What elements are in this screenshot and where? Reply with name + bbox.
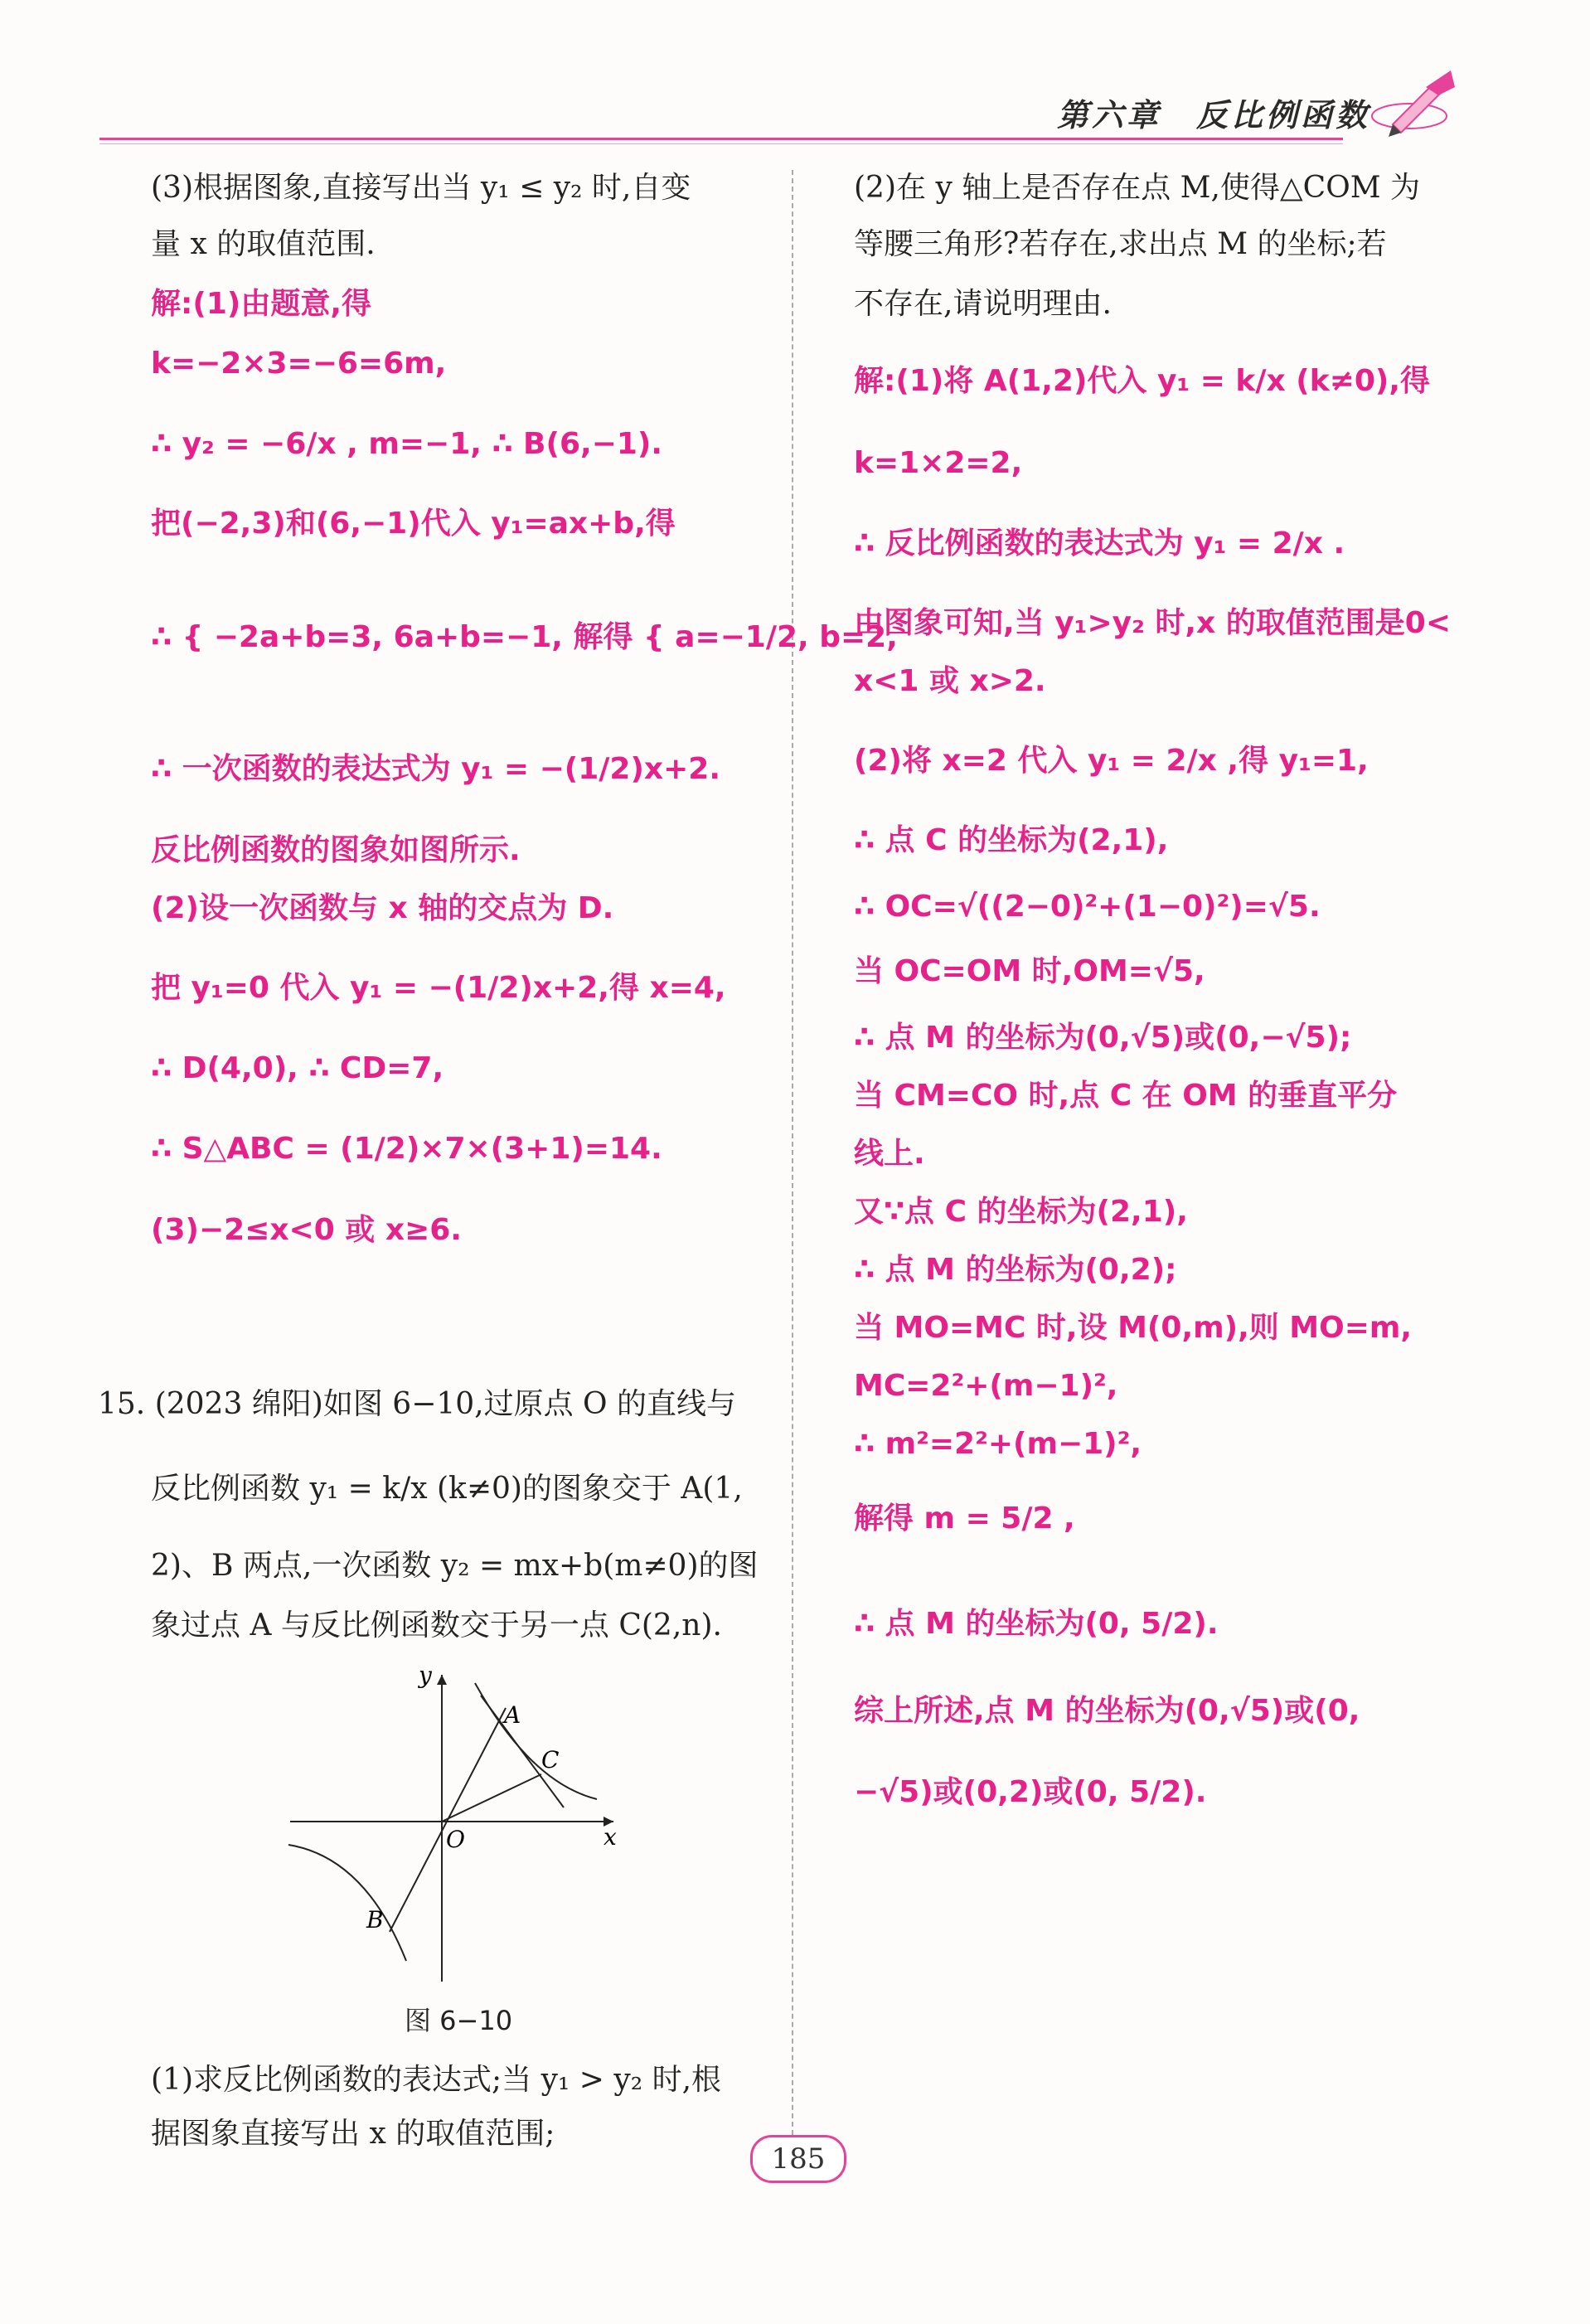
answer-line: ∴ 点 M 的坐标为(0,√5)或(0,−√5); (854, 1021, 1352, 1055)
answer-line: 又∵点 C 的坐标为(2,1), (854, 1195, 1188, 1229)
q3-line-1: (3)根据图象,直接写出当 y₁ ≤ y₂ 时,自变 (151, 171, 691, 205)
page-header (0, 0, 1590, 158)
answer-line: 把(−2,3)和(6,−1)代入 y₁=ax+b,得 (151, 507, 676, 541)
q2-line-3: 不存在,请说明理由. (854, 287, 1112, 321)
answer-line: k=1×2=2, (854, 446, 1023, 480)
answer-line: ∴ 反比例函数的表达式为 y₁ = 2/x . (854, 526, 1345, 560)
answer-line: 当 OC=OM 时,OM=√5, (854, 954, 1205, 988)
point-b-label: B (366, 1906, 384, 1933)
q15b-line-1: (1)求反比例函数的表达式;当 y₁ > y₂ 时,根 (151, 2063, 722, 2097)
answer-line: ∴ { −2a+b=3, 6a+b=−1, 解得 { a=−1/2, b=2, (151, 620, 898, 654)
line-AB (390, 1708, 506, 1932)
answer-line: 当 CM=CO 时,点 C 在 OM 的垂直平分 (854, 1079, 1398, 1113)
answer-line: 综上所述,点 M 的坐标为(0,√5)或(0, (854, 1694, 1360, 1728)
answer-line: ∴ 点 C 的坐标为(2,1), (854, 823, 1169, 857)
q15-line-2: 反比例函数 y₁ = k/x (k≠0)的图象交于 A(1, (151, 1472, 743, 1506)
answer-line: ∴ S△ABC = (1/2)×7×(3+1)=14. (151, 1132, 662, 1166)
answer-line: ∴ y₂ = −6/x , m=−1, ∴ B(6,−1). (151, 427, 663, 461)
answer-line: 线上. (854, 1137, 925, 1171)
answer-line: ∴ OC=√((2−0)²+(1−0)²)=√5. (854, 890, 1321, 924)
chapter-title: 第六章 反比例函数 (1057, 96, 1371, 133)
pencil-decoration-icon (1360, 66, 1459, 141)
answer-line: MC=2²+(m−1)², (854, 1369, 1118, 1403)
point-c-label: C (541, 1746, 560, 1773)
answer-line: ∴ D(4,0), ∴ CD=7, (151, 1051, 444, 1085)
answer-line: 把 y₁=0 代入 y₁ = −(1/2)x+2,得 x=4, (151, 971, 726, 1005)
answer-line: 反比例函数的图象如图所示. (151, 833, 521, 867)
answer-line: (3)−2≤x<0 或 x≥6. (151, 1213, 462, 1247)
x-label: x (604, 1823, 617, 1851)
header-rule (99, 138, 1343, 140)
answer-line: (2)将 x=2 代入 y₁ = 2/x ,得 y₁=1, (854, 744, 1369, 778)
origin-label: O (446, 1826, 465, 1853)
q3-line-2: 量 x 的取值范围. (151, 227, 376, 261)
answer-line: 当 MO=MC 时,设 M(0,m),则 MO=m, (854, 1311, 1413, 1345)
answer-line: 由图象可知,当 y₁>y₂ 时,x 的取值范围是0< (854, 606, 1452, 640)
page-number: 185 (750, 2135, 846, 2183)
answer-line: ∴ m²=2²+(m−1)², (854, 1427, 1142, 1461)
hyperbola-branch-2 (288, 1845, 406, 1961)
q15-line-1: 15. (2023 绵阳)如图 6−10,过原点 O 的直线与 (98, 1387, 737, 1421)
answer-line: k=−2×3=−6=6m, (151, 347, 447, 381)
q15-line-4: 象过点 A 与反比例函数交于另一点 C(2,n). (151, 1608, 722, 1642)
answer-line: (2)设一次函数与 x 轴的交点为 D. (151, 891, 614, 925)
point-a-label: A (504, 1701, 521, 1729)
answer-line: ∴ 点 M 的坐标为(0,2); (854, 1253, 1177, 1287)
y-label: y (419, 1662, 432, 1689)
q2-line-2: 等腰三角形?若存在,求出点 M 的坐标;若 (854, 227, 1387, 261)
answer-line: 解:(1)由题意,得 (151, 287, 372, 321)
figure-6-10 (282, 1658, 630, 1990)
answer-line: ∴ 一次函数的表达式为 y₁ = −(1/2)x+2. (151, 752, 721, 786)
answer-line: 解得 m = 5/2 , (854, 1502, 1075, 1536)
answer-line: −√5)或(0,2)或(0, 5/2). (854, 1775, 1207, 1809)
answer-line: ∴ 点 M 的坐标为(0, 5/2). (854, 1607, 1219, 1641)
y-axis-arrow (437, 1675, 447, 1685)
segment-OC (442, 1774, 541, 1822)
column-divider (792, 170, 793, 2160)
hyperbola-branch-1 (475, 1683, 597, 1799)
figure-caption: 图 6−10 (405, 2005, 513, 2036)
header-rule-thin (99, 143, 1343, 144)
answer-line: x<1 或 x>2. (854, 664, 1046, 698)
answer-line: 解:(1)将 A(1,2)代入 y₁ = k/x (k≠0),得 (854, 364, 1431, 398)
q2-line-1: (2)在 y 轴上是否存在点 M,使得△COM 为 (854, 171, 1421, 205)
q15b-line-2: 据图象直接写出 x 的取值范围; (151, 2117, 555, 2151)
q15-line-3: 2)、B 两点,一次函数 y₂ = mx+b(m≠0)的图 (151, 1549, 759, 1583)
